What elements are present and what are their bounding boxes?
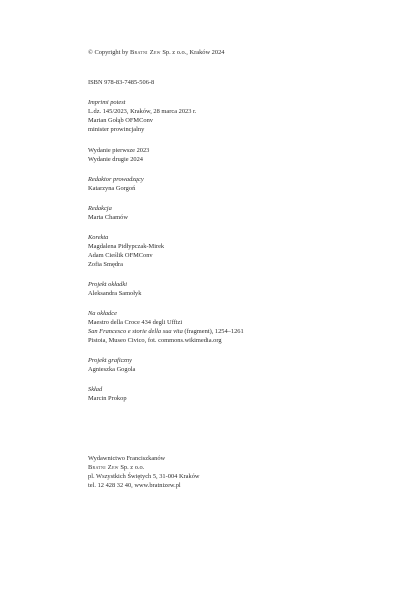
graphic-design-block bbox=[88, 356, 135, 374]
graphic-design-name: Agnieszka Gogola bbox=[88, 366, 136, 373]
cover-art-label: Na okładce bbox=[88, 310, 117, 317]
proofreader-name: Adam Cieślik OFMConv bbox=[88, 252, 153, 259]
proofreader-name: Zofia Smędra bbox=[88, 261, 123, 268]
imprimi-potest-label: Imprimi potest bbox=[88, 99, 126, 106]
cover-design-name: Aleksandra Samołyk bbox=[88, 290, 142, 297]
proofreading-label: Korekta bbox=[88, 234, 109, 241]
cover-design-block bbox=[88, 280, 141, 298]
imprimi-potest-signatory: Marian Gołąb OFMConv bbox=[88, 117, 153, 124]
publisher-info-address: pl. Wszystkich Świętych 5, 31-004 Kraków bbox=[88, 473, 200, 480]
copyright-line: © Copyright by Bratni Zew Sp. z o.o., Kraków 2024 bbox=[88, 49, 225, 56]
cover-art-title: San Francesco e storie della sua vita (fragment), 1254–1261 bbox=[88, 328, 244, 335]
lead-editor-name: Katarzyna Gorgoń bbox=[88, 185, 136, 192]
editing-label: Redakcja bbox=[88, 205, 112, 212]
editing-block bbox=[88, 204, 128, 222]
isbn-block bbox=[88, 78, 154, 87]
imprimi-potest-block bbox=[88, 98, 196, 134]
lead-editor-label: Redaktor prowadzący bbox=[88, 176, 144, 183]
graphic-design-label: Projekt graficzny bbox=[88, 357, 132, 364]
cover-art-block bbox=[88, 309, 244, 345]
copyright-block bbox=[88, 48, 224, 57]
publisher-info-contact: tel. 12 428 32 40, www.bratnizew.pl bbox=[88, 482, 181, 489]
lead-editor-block bbox=[88, 175, 144, 193]
editing-name: Marta Chamów bbox=[88, 214, 128, 221]
publisher-info-brand: Bratni Zew Sp. z o.o. bbox=[88, 464, 145, 471]
publisher-name-smallcaps: Bratni Zew bbox=[129, 49, 161, 56]
publisher-info-name: Wydawnictwo Franciszkanów bbox=[88, 455, 166, 462]
typesetting-name: Marcin Prokop bbox=[88, 395, 127, 402]
proofreading-block bbox=[88, 233, 164, 269]
edition-first: Wydanie pierwsze 2023 bbox=[88, 147, 150, 154]
cover-art-artist: Maestro della Croce 434 degli Uffizi bbox=[88, 319, 183, 326]
proofreader-name: Magdalena Pidłypczak-Mirek bbox=[88, 243, 165, 250]
cover-art-source: Pistoia, Museo Civico, fot. commons.wikimedia.org bbox=[88, 337, 222, 344]
isbn-line: ISBN 978-83-7485-506-8 bbox=[88, 79, 155, 86]
typesetting-label: Skład bbox=[88, 386, 103, 393]
publisher-info-block bbox=[88, 454, 200, 490]
imprimi-potest-ref: L.dz. 145/2023, Kraków, 28 marca 2023 r. bbox=[88, 108, 197, 115]
editions-block bbox=[88, 146, 149, 164]
edition-second: Wydanie drugie 2024 bbox=[88, 156, 143, 163]
cover-design-label: Projekt okładki bbox=[88, 281, 127, 288]
typesetting-block bbox=[88, 385, 127, 403]
imprimi-potest-role: minister prowincjalny bbox=[88, 126, 145, 133]
